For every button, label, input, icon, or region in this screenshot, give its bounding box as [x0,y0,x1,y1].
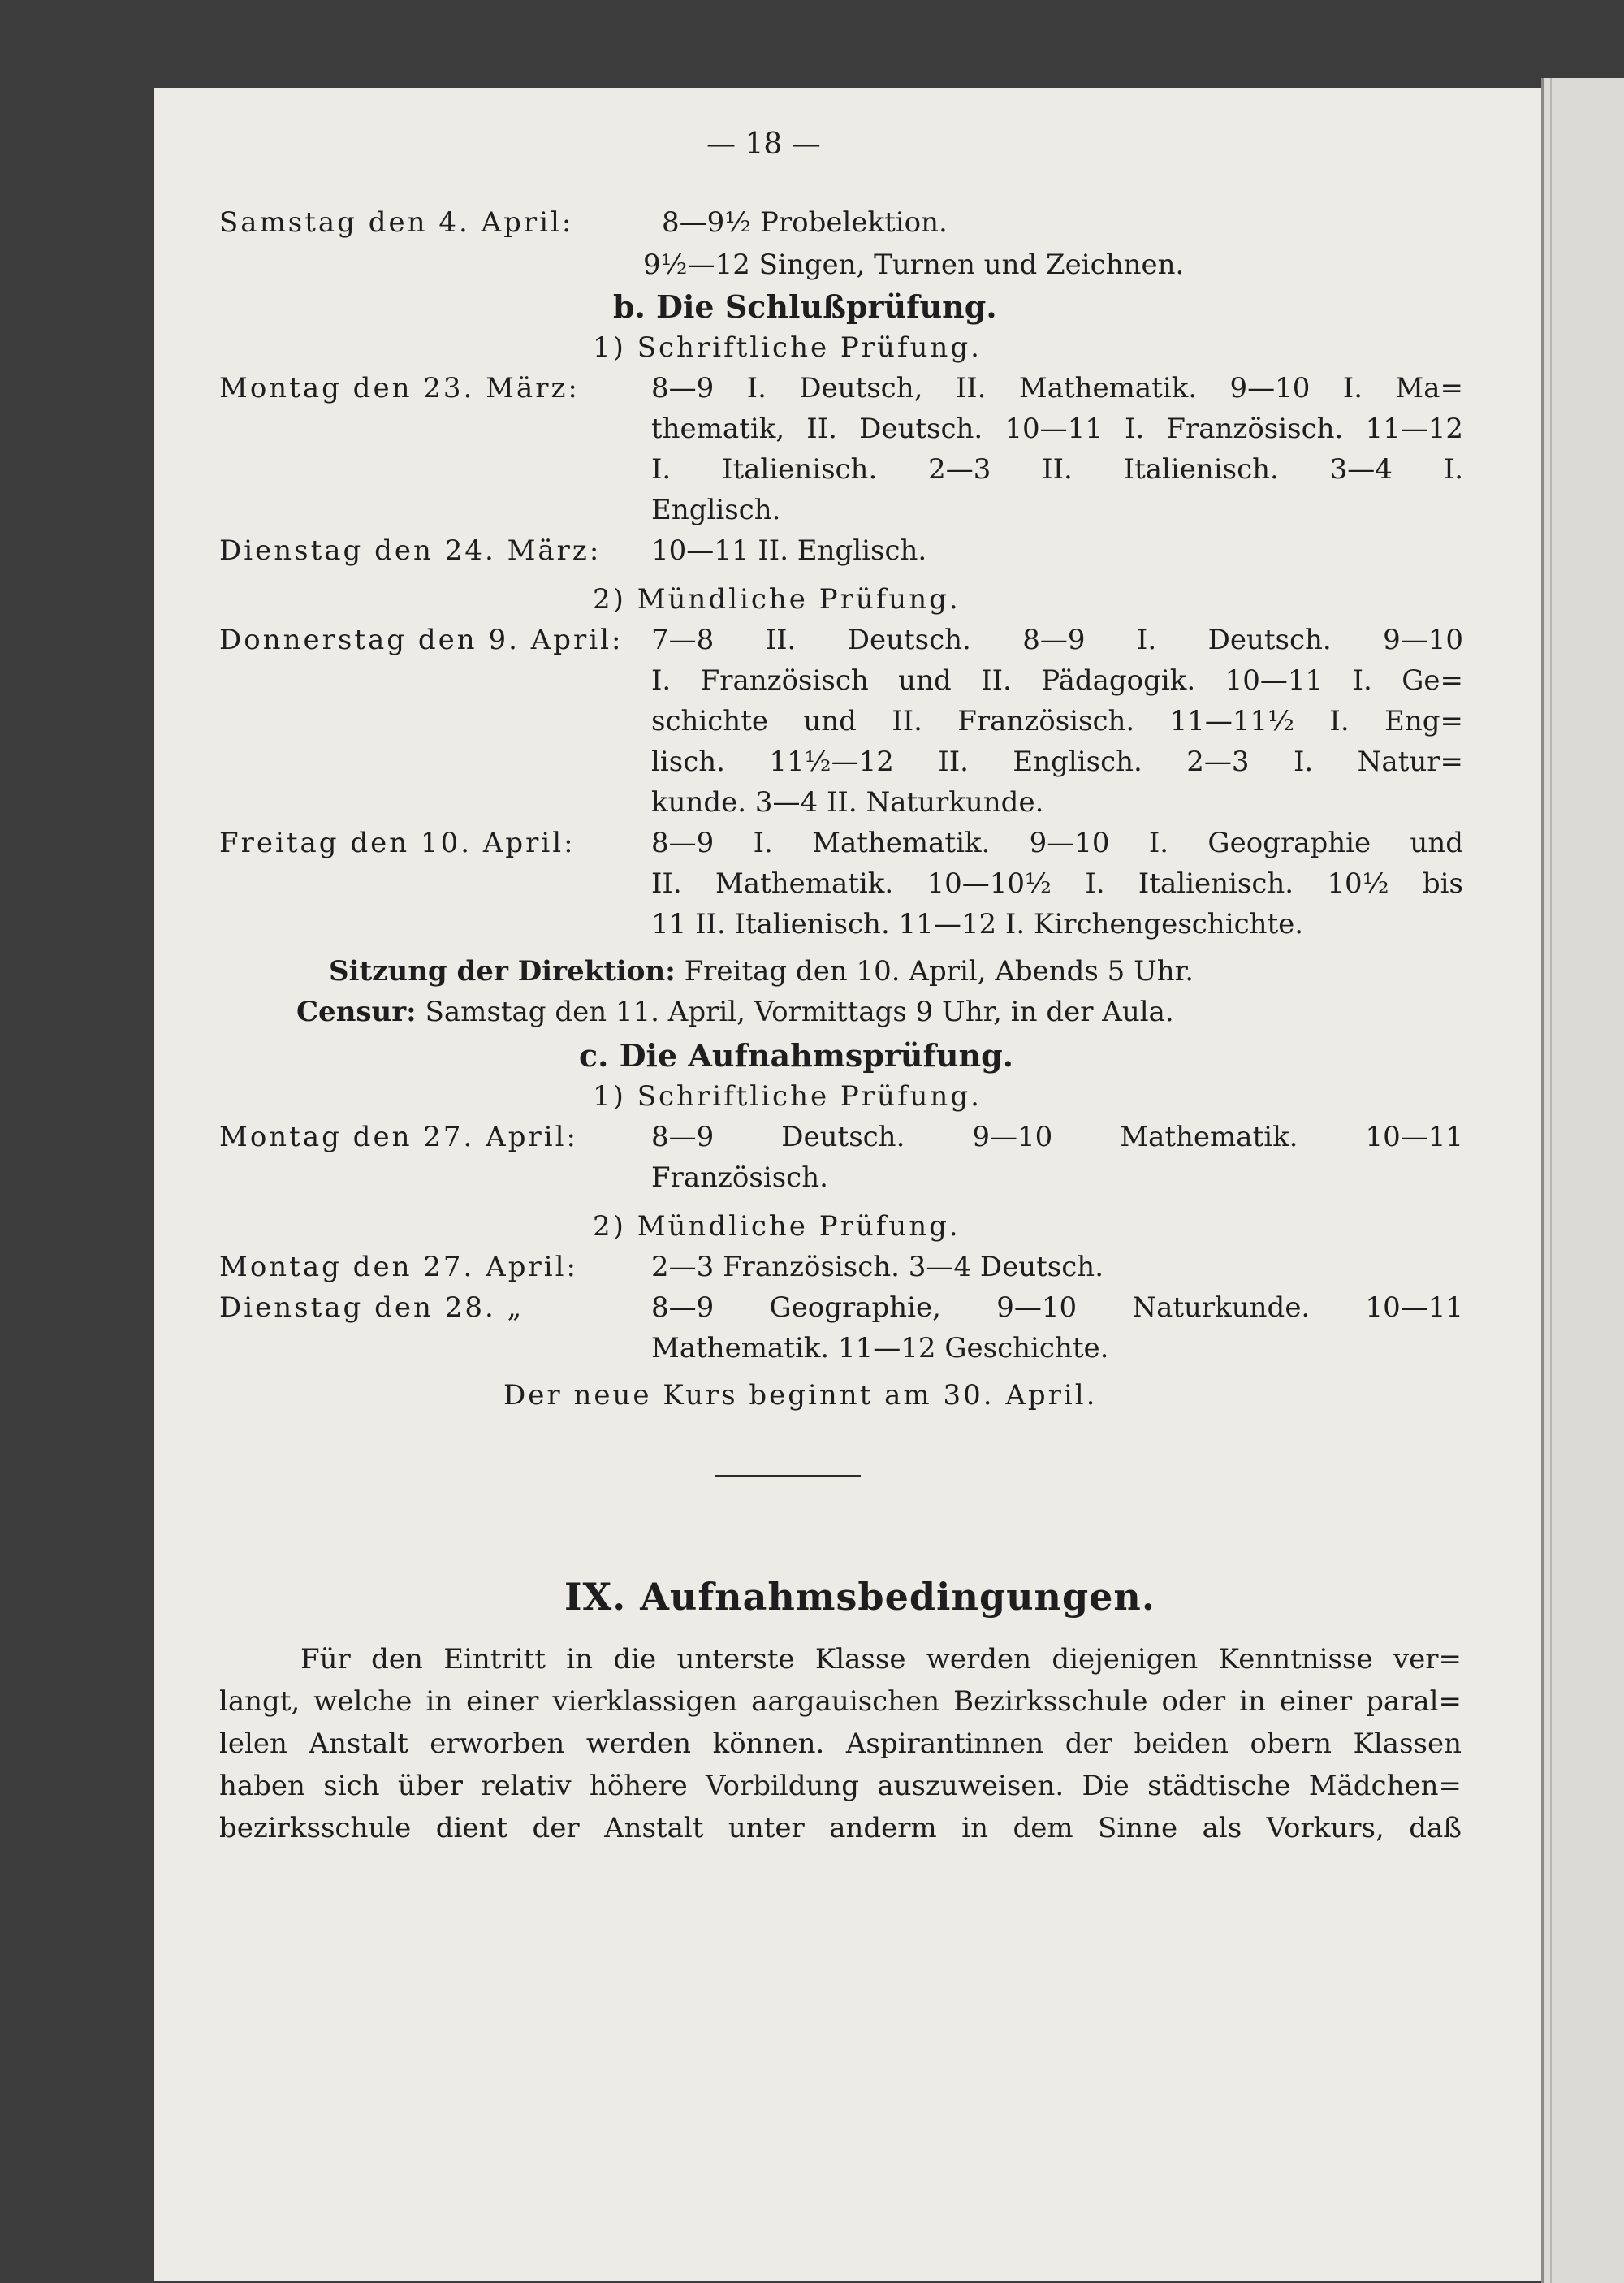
page-number: — 18 — [706,128,821,161]
paragraph-line-1: Für den Eintritt in die unterste Klasse werden diejenigen Kenntnisse ver= [300,1643,1462,1675]
closing-line: Der neue Kurs beginnt am 30. April. [503,1379,1098,1412]
row-label-dienstag-28: Dienstag den 28. „ [219,1291,525,1324]
sitzung-line [329,955,1194,988]
paragraph-line-3: lelen Anstalt erworben werden können. Aspirantinnen der beiden obern Klassen [219,1727,1462,1760]
row-text-montag-27-2: Französisch. [651,1161,828,1194]
row-text-donnerstag-2: I. Französisch und II. Pädagogik. 10—11 I. Ge= [651,664,1463,697]
row-text-freitag-2: II. Mathematik. 10—10½ I. Italienisch. 10½ bis [651,867,1463,900]
row-text-montag-23-2: thematik, II. Deutsch. 10—11 I. Französisch. 11—12 [651,413,1463,445]
row-text-donnerstag-3: schichte und II. Französisch. 11—11½ I. Eng= [651,705,1463,737]
row-text-montag-27-oral: 2—3 Französisch. 3—4 Deutsch. [651,1251,1104,1283]
sitzung-text: Freitag den 10. April, Abends 5 Uhr. [684,955,1194,988]
row-text-montag-23-1: 8—9 I. Deutsch, II. Mathematik. 9—10 I. Ma= [651,372,1463,404]
row-text-donnerstag-1: 7—8 II. Deutsch. 8—9 I. Deutsch. 9—10 [651,624,1463,656]
section-divider [715,1475,861,1477]
censur-text: Samstag den 11. April, Vormittags 9 Uhr, in der Aula. [425,996,1174,1028]
section-c-sub2: 2) Mündliche Prüfung. [593,1210,961,1243]
row-text-dienstag-28-2: Mathematik. 11—12 Geschichte. [651,1332,1109,1364]
row-label-freitag: Freitag den 10. April: [219,827,576,859]
row-text-donnerstag-5: kunde. 3—4 II. Naturkunde. [651,786,1044,819]
row-text-samstag-1: 8—9½ Probelektion. [662,206,948,239]
section-c-heading: c. Die Aufnahmsprüfung. [579,1037,1013,1074]
section-ix-heading: IX. Aufnahmsbedingungen. [564,1575,1155,1619]
censur-label: Censur: [296,996,417,1028]
section-b-sub2: 2) Mündliche Prüfung. [593,583,961,616]
row-text-montag-27-1: 8—9 Deutsch. 9—10 Mathematik. 10—11 [651,1121,1463,1153]
row-label-dienstag-24: Dienstag den 24. März: [219,534,602,567]
section-b-sub1: 1) Schriftliche Prüfung. [593,331,982,364]
row-text-montag-23-3: I. Italienisch. 2—3 II. Italienisch. 3—4 I. [651,453,1463,486]
row-label-samstag: Samstag den 4. April: [219,206,574,239]
censur-line [296,996,1174,1028]
row-text-freitag-1: 8—9 I. Mathematik. 9—10 I. Geographie und [651,827,1463,859]
row-text-dienstag-28-1: 8—9 Geographie, 9—10 Naturkunde. 10—11 [651,1291,1463,1324]
row-label-montag-23: Montag den 23. März: [219,372,580,404]
row-label-montag-27-oral: Montag den 27. April: [219,1251,578,1283]
paragraph-line-2: langt, welche in einer vierklassigen aargauischen Bezirksschule oder in einer paral= [219,1685,1462,1718]
section-b-heading: b. Die Schlußprüfung. [613,288,997,325]
sitzung-label: Sitzung der Direktion: [329,955,676,988]
book-page [154,88,1541,2281]
row-text-dienstag-24: 10—11 II. Englisch. [651,534,927,567]
section-c-sub1: 1) Schriftliche Prüfung. [593,1080,982,1113]
row-text-freitag-3: 11 II. Italienisch. 11—12 I. Kirchengeschichte. [651,908,1304,940]
row-text-donnerstag-4: lisch. 11½—12 II. Englisch. 2—3 I. Natur= [651,746,1463,778]
adjacent-page-edge [1541,78,1624,2283]
row-text-samstag-2: 9½—12 Singen, Turnen und Zeichnen. [643,249,1185,281]
paragraph-line-4: haben sich über relativ höhere Vorbildung auszuweisen. Die städtische Mädchen= [219,1770,1462,1802]
row-label-donnerstag: Donnerstag den 9. April: [219,624,624,656]
row-text-montag-23-4: Englisch. [651,494,781,526]
row-label-montag-27: Montag den 27. April: [219,1121,578,1153]
paragraph-line-5: bezirksschule dient der Anstalt unter anderm in dem Sinne als Vorkurs, daß [219,1812,1462,1844]
